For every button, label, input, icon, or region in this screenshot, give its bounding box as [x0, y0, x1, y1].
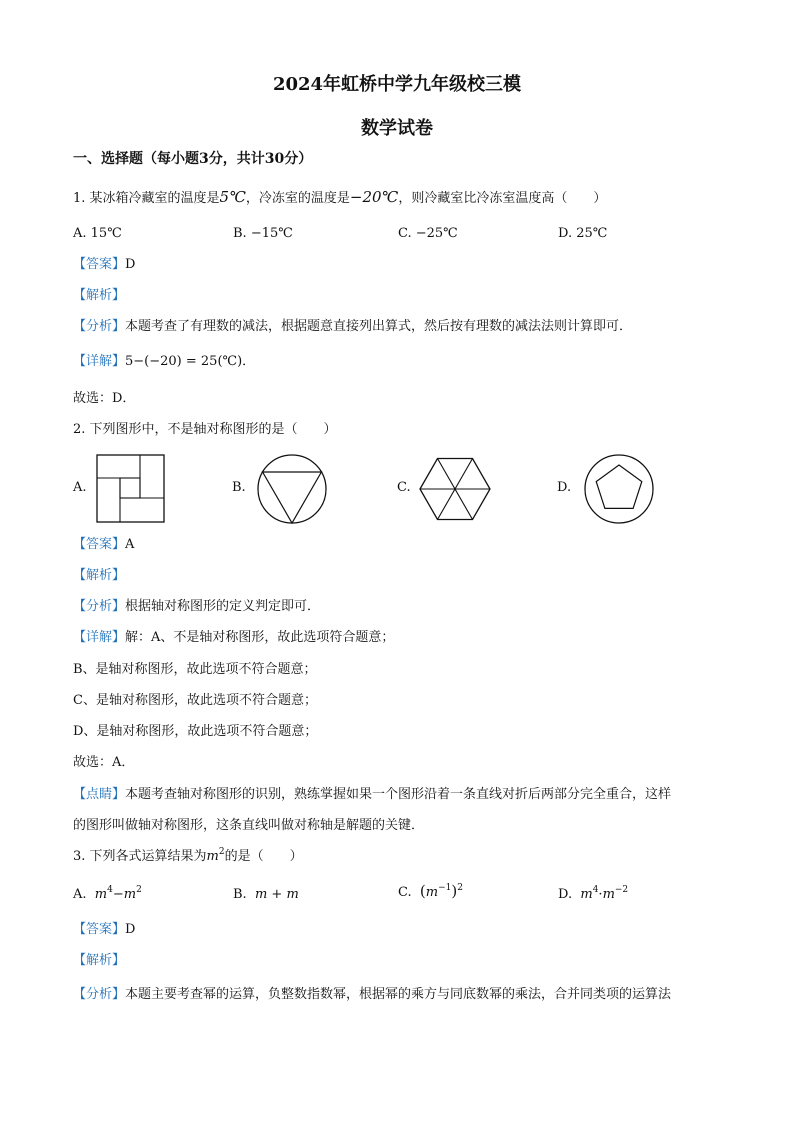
- q2-detail-d: D、是轴对称图形，故此选项不符合题意；: [73, 724, 318, 739]
- q3-c-outer-exp: 2: [457, 883, 463, 893]
- q3-d-base1: m: [580, 887, 593, 902]
- q1-option-b: B. −15℃: [233, 226, 293, 241]
- exam-subtitle: 数学试卷: [361, 118, 433, 139]
- q3-option-b: [233, 886, 299, 904]
- q1-analysis-text: 本题考查了有理数的减法，根据题意直接列出算式，然后按有理数的减法法则计算即可．: [125, 319, 633, 334]
- q3-a-base1: m: [94, 887, 108, 902]
- q3-option-c: [398, 882, 463, 902]
- q2-comment: [73, 786, 671, 804]
- circle-triangle-figure: [256, 453, 328, 525]
- q3-d-base2: m: [602, 887, 615, 902]
- q2-jiexi-tag: 【解析】: [73, 568, 126, 583]
- analysis-tag: 【分析】: [73, 319, 126, 334]
- square-pinwheel-figure: [96, 454, 166, 524]
- q3-option-a: [73, 886, 142, 904]
- q1-option-d: D. 25℃: [558, 226, 608, 241]
- q1-option-c: C. −25℃: [398, 226, 458, 241]
- q3-c-base: m: [425, 885, 439, 900]
- q1-stem-part-b: ，冷冻室的温度是: [245, 191, 350, 206]
- answer-tag: 【答案】: [73, 537, 126, 552]
- q3-answer-value: D: [125, 922, 136, 937]
- q2-choose: 故选：A．: [73, 755, 135, 770]
- q3-jiexi-tag: 【解析】: [73, 953, 126, 968]
- q1-choose: 故选：D．: [73, 391, 136, 406]
- q3-a-operator: −: [112, 887, 124, 902]
- q3-analysis-text: 本题主要考查幂的运算，负整数指数幂，根据幂的乘方与同底数幂的乘法，合并同类项的运算法: [125, 987, 672, 1002]
- q2-label-b: B.: [232, 480, 246, 495]
- q2-analysis-text: 根据轴对称图形的定义判定即可．: [125, 599, 321, 614]
- exam-title: 2024年虹桥中学九年级校三模: [272, 74, 522, 95]
- q1-answer-value: D: [125, 257, 136, 272]
- q3-label-d: D.: [558, 887, 573, 902]
- comment-tag: 【点睛】: [73, 787, 126, 802]
- q3-a-exp2: 2: [136, 885, 142, 895]
- q2-detail-c: C、是轴对称图形，故此选项不符合题意；: [73, 693, 317, 708]
- q3-stem-part-b: 的是（ ）: [224, 849, 303, 864]
- q3-d-operator: ·: [598, 887, 603, 902]
- q1-analysis: [73, 318, 632, 336]
- q3-stem-exp: 2: [218, 847, 225, 857]
- hexagon-figure: [419, 457, 491, 521]
- paren-left: (: [419, 882, 426, 900]
- q3-d-exp1: 4: [592, 885, 599, 895]
- q1-detail: [73, 353, 255, 371]
- q1-stem: [73, 188, 606, 208]
- q3-a-base2: m: [123, 887, 137, 902]
- q2-comment-line2: 的图形叫做轴对称图形，这条直线叫做对称轴是解题的关键．: [73, 818, 425, 833]
- q3-option-d: [558, 886, 628, 904]
- answer-tag: 【答案】: [73, 257, 126, 272]
- q3-label-a: A.: [73, 887, 87, 902]
- q3-stem-part-a: 3. 下列各式运算结果为: [73, 849, 207, 864]
- q2-detail-text: 解：A、不是轴对称图形，故此选项符合题意；: [125, 630, 395, 645]
- q2-label-a: A.: [73, 480, 87, 495]
- q1-temp-fridge: 5℃: [219, 188, 246, 206]
- q1-temp-freezer: −20℃: [349, 188, 399, 206]
- q2-answer: [73, 536, 134, 554]
- q1-stem-part-a: 1. 某冰箱冷藏室的温度是: [73, 191, 220, 206]
- detail-tag: 【详解】: [73, 354, 126, 369]
- circle-pentagon-figure: [583, 453, 655, 525]
- q3-c-exp: −1: [438, 883, 452, 893]
- section-heading: 一、选择题（每小题3分，共计30分）: [73, 151, 313, 167]
- q1-detail-text: 5−(−20) = 25(℃)．: [125, 354, 256, 369]
- q2-label-c: C.: [397, 480, 411, 495]
- q2-detail: [73, 629, 394, 647]
- q2-comment-line1: 本题考查轴对称图形的识别，熟练掌握如果一个图形沿着一条直线对折后两部分完全重合，这样: [125, 787, 672, 802]
- q3-a-exp1: 4: [107, 885, 113, 895]
- analysis-tag: 【分析】: [73, 987, 126, 1002]
- q2-answer-value: A: [125, 537, 135, 552]
- q3-stem-base: m: [206, 849, 219, 864]
- q2-analysis: [73, 598, 320, 616]
- q1-stem-part-c: ，则冷藏室比冷冻室温度高（ ）: [398, 191, 607, 206]
- q3-label-b: B.: [233, 887, 247, 902]
- answer-tag: 【答案】: [73, 922, 126, 937]
- q3-analysis: [73, 986, 671, 1004]
- paren-right: ): [451, 882, 458, 900]
- q3-b-expr: m + m: [254, 887, 299, 902]
- detail-tag: 【详解】: [73, 630, 126, 645]
- q1-option-a: A. 15℃: [73, 226, 122, 241]
- q3-answer: [73, 921, 135, 939]
- q1-jiexi-tag: 【解析】: [73, 288, 126, 303]
- q1-answer: [73, 256, 135, 274]
- q2-stem: 2. 下列图形中，不是轴对称图形的是（ ）: [73, 422, 337, 437]
- q2-detail-b: B、是轴对称图形，故此选项不符合题意；: [73, 662, 317, 677]
- analysis-tag: 【分析】: [73, 599, 126, 614]
- q3-d-exp2: −2: [614, 885, 629, 895]
- q3-stem: [73, 848, 303, 866]
- q2-label-d: D.: [557, 480, 572, 495]
- q3-label-c: C.: [398, 885, 412, 900]
